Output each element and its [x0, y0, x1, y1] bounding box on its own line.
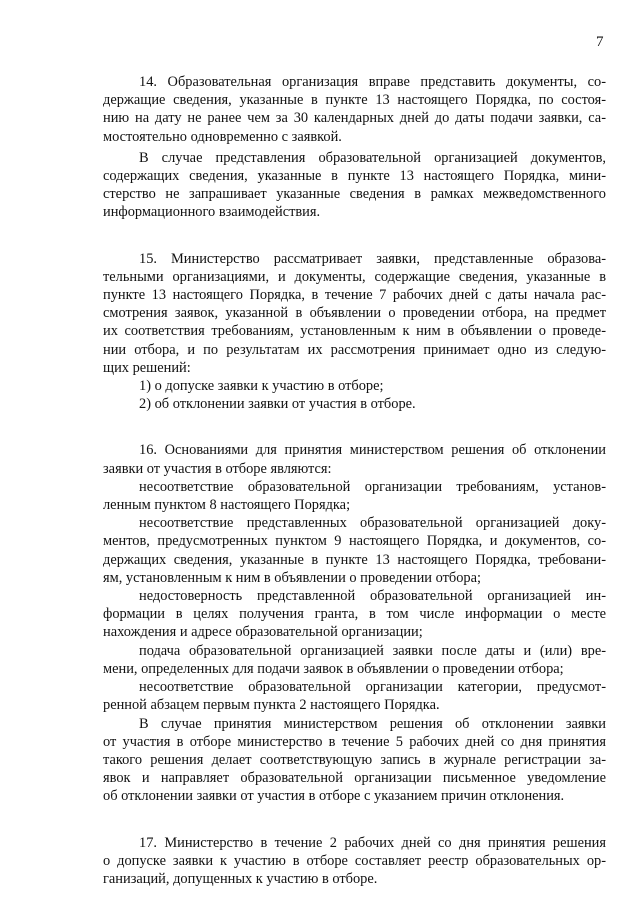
text-line: ленным пунктом 8 настоящего Порядка;: [103, 497, 351, 514]
text-line: стерство не запрашивает указанные сведения в рамках межведомственного: [103, 186, 606, 203]
text-line: нии отбора, и по результатам их рассмотрения принимает одно из следую-: [103, 341, 606, 358]
text-line: мени, определенных для подачи заявок в объявлении о проведении отбора;: [103, 660, 564, 677]
text-line: ренной абзацем первым пункта 2 настоящего Порядка.: [103, 697, 440, 714]
text-line: недостоверность представленной образовательной организацией ин-: [139, 588, 606, 605]
text-line: ганизаций, допущенных к участию в отборе.: [103, 870, 378, 887]
paragraph: [103, 149, 606, 222]
text-line: 1) о допуске заявки к участию в отборе;: [139, 378, 384, 395]
text-line: пункте 13 настоящего Порядка, в течение 7 рабочих дней с даты начала рас-: [103, 287, 606, 304]
text-line: щих решений:: [103, 359, 191, 376]
paragraph: [103, 441, 606, 805]
text-line: ментов, предусмотренных пунктом 9 настоящего Порядка, и документов, со-: [103, 533, 606, 550]
text-line: подача образовательной организацией заявки после даты и (или) вре-: [139, 642, 606, 659]
text-line: В случае принятия министерством решения об отклонении заявки: [139, 715, 606, 732]
paragraph-spacer: [103, 413, 606, 441]
paragraph-spacer: [103, 806, 606, 834]
text-line: 15. Министерство рассматривает заявки, представленные образова-: [139, 250, 606, 267]
text-line: держащих сведения, указанные в пункте 13 настоящего Порядка, требовани-: [103, 551, 606, 568]
text-line: содержащих сведения, указанные в пункте 13 настоящего Порядка, мини-: [103, 168, 606, 185]
text-line: ям, установленным к ним в объявлении о проведении отбора;: [103, 569, 481, 586]
text-line: их соответствия требованиям, установленным к ним в объявлении о проведе-: [103, 323, 606, 340]
paragraph-spacer: [103, 222, 606, 250]
text-line: В случае представления образовательной организацией документов,: [139, 149, 606, 166]
text-line: об отклонении заявки от участия в отборе с указанием причин отклонения.: [103, 788, 565, 805]
text-line: информационного взаимодействия.: [103, 204, 321, 221]
text-line: 16. Основаниями для принятия министерством решения об отклонении: [139, 442, 606, 459]
document-body: [103, 73, 606, 888]
text-line: от участия в отборе министерство в течение 5 рабочих дней со дня принятия: [103, 733, 606, 750]
text-line: заявки от участия в отборе являются:: [103, 460, 332, 477]
paragraph: [103, 250, 606, 414]
text-line: такого решения делает соответствующую запись в журнале регистрации за-: [103, 751, 606, 768]
text-line: 2) об отклонении заявки от участия в отборе.: [139, 396, 416, 413]
text-line: несоответствие образовательной организации требованиям, установ-: [139, 478, 606, 495]
text-line: нахождения и адресе образовательной организации;: [103, 624, 423, 641]
text-line: мостоятельно одновременно с заявкой.: [103, 128, 342, 145]
text-line: 17. Министерство в течение 2 рабочих дней со дня принятия решения: [139, 834, 606, 851]
text-line: нию на дату не ранее чем за 30 календарных дней до даты подачи заявки, са-: [103, 110, 606, 127]
text-line: смотрения заявок, указанной в объявлении о проведении отбора, на предмет: [103, 305, 606, 322]
text-line: 14. Образовательная организация вправе представить документы, со-: [139, 74, 606, 90]
text-line: явок и направляет образовательной организации письменное уведомление: [103, 770, 606, 787]
text-line: держащие сведения, указанные в пункте 13 настоящего Порядка, по состоя-: [103, 92, 606, 109]
page-number: 7: [596, 34, 604, 50]
text-line: несоответствие представленных образовательной организацией доку-: [139, 515, 606, 532]
paragraph: [103, 73, 606, 146]
text-line: несоответствие образовательной организации категории, предусмот-: [139, 679, 606, 696]
paragraph: [103, 834, 606, 889]
text-line: формации в целях получения гранта, в том числе информации о месте: [103, 606, 606, 623]
text-line: о допуске заявки к участию в отборе составляет реестр образовательных ор-: [103, 852, 606, 869]
text-line: тельными организациями, и документы, содержащие сведения, указанные в: [103, 268, 606, 285]
